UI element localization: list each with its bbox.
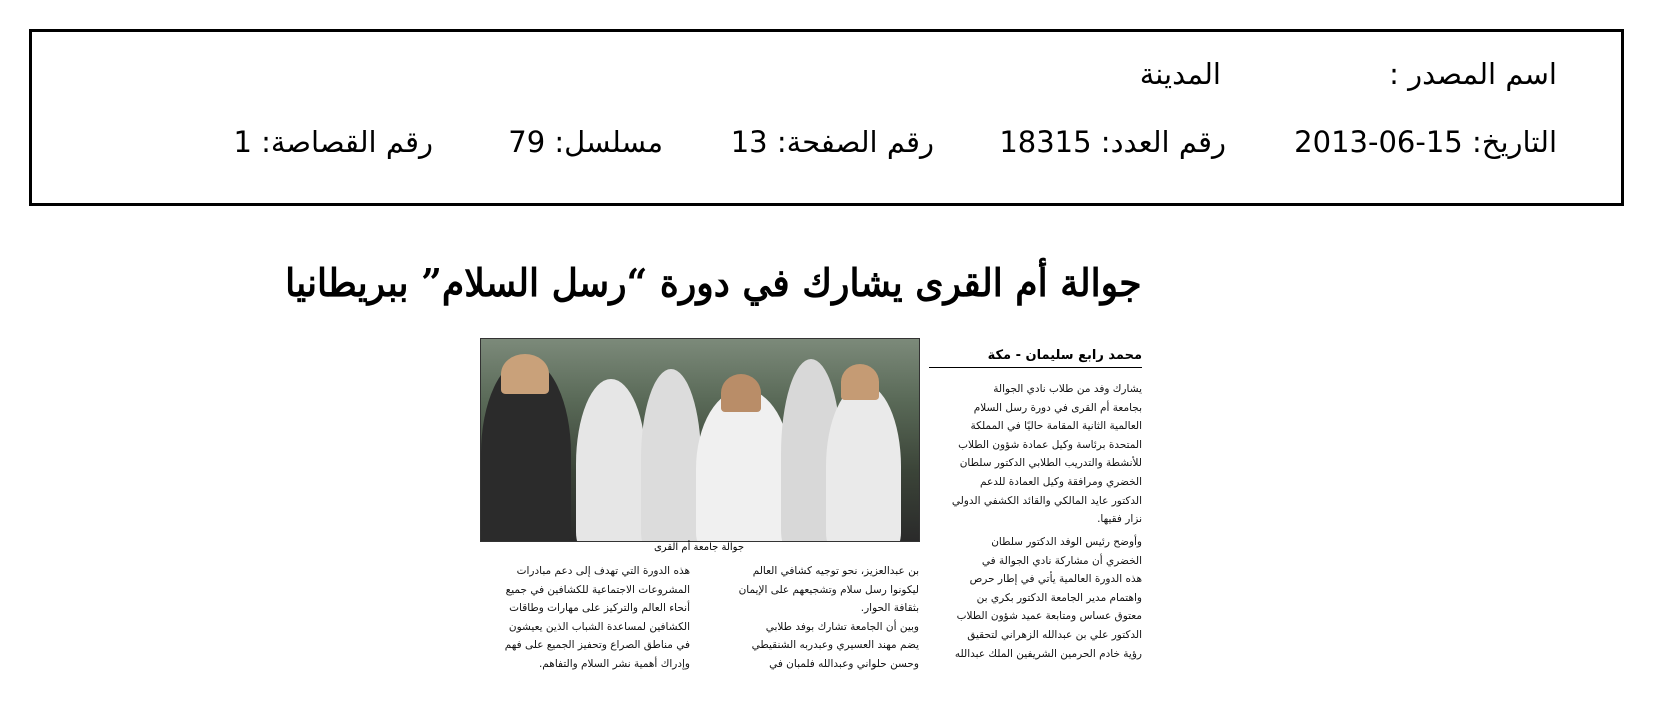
photo-caption: جوالة جامعة أم القرى [653, 542, 745, 553]
newspaper-clipping [285, 240, 1150, 720]
source-value: المدينة [1139, 57, 1221, 91]
date-field: التاريخ: 15-06-2013 [1294, 125, 1557, 159]
article-headline: جوالة أم القرى يشارك في دورة “رسل السلام” ببريطانيا [285, 260, 1142, 305]
article-byline: محمد رابع سليمان - مكة [929, 348, 1142, 368]
clip-number-field: رقم القصاصة: 1 [233, 125, 433, 159]
article-column-right-top: يشارك وفد من طلاب نادي الجوالة بجامعة أم القرى في دورة رسل السلام العالمية الثانية المقامة حاليًا في المملكة المتحدة برئاسة وكيل عمادة شؤون الطلاب للأنشطة والتدريب الطلابي الدكتور سلطان الخضري ومرافقة وكيل العمادة للدعم الدكتور عايد المالكي والقائد الكشفي الدولي نزار فقيها. [951, 383, 1142, 526]
scouts-photo [480, 338, 920, 542]
page-number-field: رقم الصفحة: 13 [730, 125, 934, 159]
issue-number-field: رقم العدد: 18315 [999, 125, 1226, 159]
article-column-left: هذه الدورة التي تهدف إلى دعم مبادرات المشروعات الاجتماعية للكشافين في جميع أنحاء العالم والتركيز على مهارات وطاقات الكشافين لمساعدة الشباب الذين يعيشون في مناطق الصراع وتحفيز الجميع على فهم وإدراك أهمية نشر السلام والتفاهم. [504, 565, 690, 670]
article-column-right-bottom: وأوضح رئيس الوفد الدكتور سلطان الخضري أن مشاركة نادي الجوالة في هذه الدورة العالمية يأتي في إطار حرص واهتمام مدير الجامعة الدكتور بكري بن معتوق عساس ومتابعة عميد شؤون الطلاب الدكتور علي بن عبدالله الزهراني لتحقيق رؤية خادم الحرمين الشريفين الملك عبدالله [954, 536, 1142, 660]
source-label: اسم المصدر : [1389, 57, 1557, 91]
article-column-middle: بن عبدالعزيز، نحو توجيه كشافي العالم ليكونوا رسل سلام وتشجيعهم على الإيمان بثقافة الحوار. وبين أن الجامعة تشارك بوفد طلابي يضم مهند العسيري وعبدربه الشنقيطي وحسن حلواني وعبدالله فلمبان في [738, 565, 919, 670]
serial-field: مسلسل: 79 [508, 125, 663, 159]
clipping-info-box [29, 29, 1624, 206]
